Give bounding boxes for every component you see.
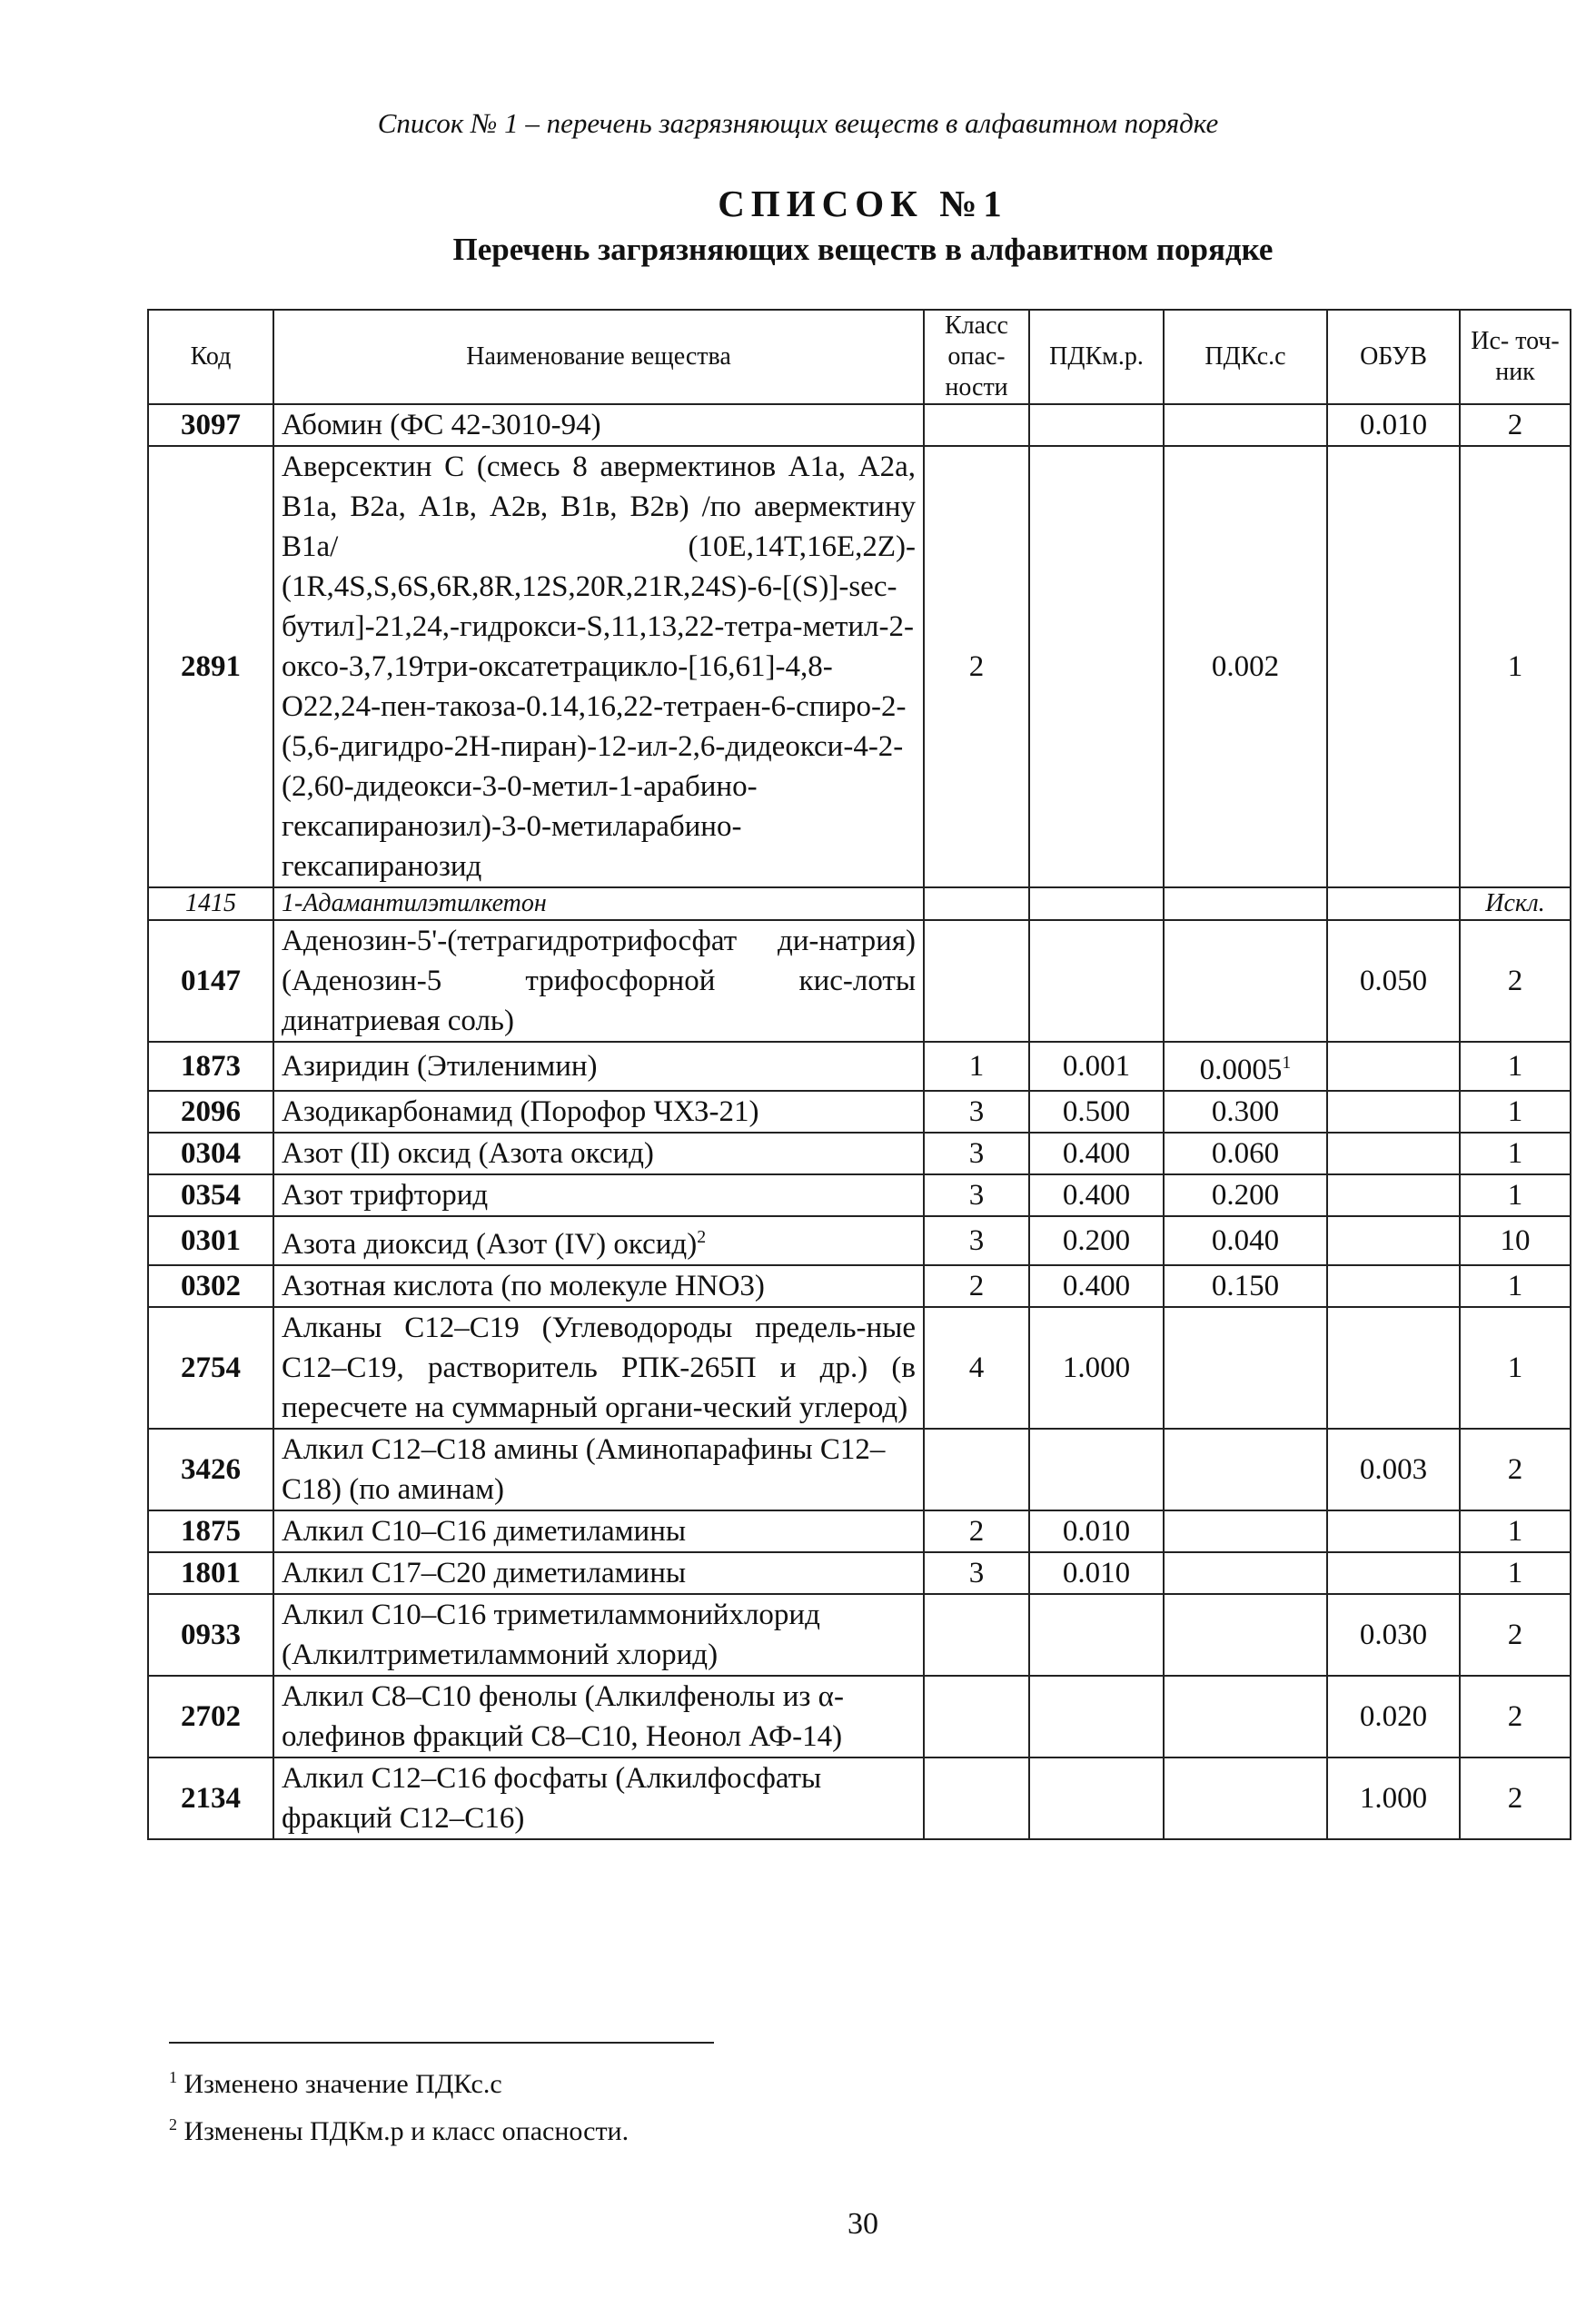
- table-header-row: [148, 310, 1571, 404]
- cell-pdk-mr: [1029, 446, 1164, 887]
- table-row: [148, 1216, 1571, 1265]
- cell-pdk-ss: [1164, 1594, 1327, 1676]
- footnote-divider: [169, 2042, 714, 2044]
- cell-hazard: 3: [924, 1216, 1029, 1265]
- table-row: [148, 446, 1571, 887]
- cell-pdk-ss: [1164, 404, 1327, 446]
- footnote-text: Изменены ПДКм.р и класс опасности.: [183, 2116, 629, 2146]
- cell-obuv: 0.030: [1327, 1594, 1460, 1676]
- cell-hazard: 3: [924, 1091, 1029, 1133]
- table-row: [148, 1676, 1571, 1757]
- footnotes: [169, 2057, 629, 2152]
- cell-hazard: 4: [924, 1307, 1029, 1429]
- cell-obuv: 0.020: [1327, 1676, 1460, 1757]
- cell-obuv: 1.000: [1327, 1757, 1460, 1839]
- cell-source: 1: [1460, 1510, 1571, 1552]
- cell-pdk-mr: [1029, 404, 1164, 446]
- cell-name: Аверсектин С (смесь 8 авермектинов А1а, А2а, В1а, В2а, А1в, А2в, В1в, В2в) /по авермектину В1а/ (10Е,14Т,16Е,2Z)-(1R,4S,S,6S,6R,8R,12S,20R,21R,24S)-6-[(S)]-sec-бутил]-21,24,-гидрокси-S,11,13,22-тетра-метил-2-оксо-3,7,19три-оксатетрацикло-[16,61]-4,8-O22,24-пен-такоза-0.14,16,22-тетраен-6-спиро-2-(5,6-дигидро-2Н-пиран)-12-ил-2,6-дидеокси-4-2-(2,60-дидеокси-3-0-метил-1-арабино-гексапиранозил)-3-0-метиларабино-гексапиранозид: [273, 446, 924, 887]
- cell-obuv: [1327, 1216, 1460, 1265]
- table-row: [148, 1552, 1571, 1594]
- cell-pdk-mr: 1.000: [1029, 1307, 1164, 1429]
- cell-name: [273, 1216, 924, 1265]
- cell-pdk-ss: [1164, 1307, 1327, 1429]
- cell-hazard: 1: [924, 1042, 1029, 1091]
- cell-source: 1: [1460, 1265, 1571, 1307]
- col-header-code: Код: [148, 310, 273, 404]
- cell-name: Алкил C10–C16 диметиламины: [273, 1510, 924, 1552]
- table-row: [148, 920, 1571, 1042]
- cell-name: Аденозин-5'-(тетрагидротрифосфат ди-натрия) (Аденозин-5 трифосфорной кис-лоты динатриевая соль): [273, 920, 924, 1042]
- cell-code: 0933: [148, 1594, 273, 1676]
- cell-pdk-ss: 0.060: [1164, 1133, 1327, 1174]
- table-row: [148, 1307, 1571, 1429]
- running-header: Список № 1 – перечень загрязняющих веществ в алфавитном порядке: [377, 107, 1219, 139]
- cell-code: 1873: [148, 1042, 273, 1091]
- cell-pdk-mr: 0.500: [1029, 1091, 1164, 1133]
- cell-name: 1-Адамантилэтилкетон: [273, 887, 924, 920]
- cell-code: 1801: [148, 1552, 273, 1594]
- cell-pdk-ss: [1164, 1042, 1327, 1091]
- table-row: [148, 1042, 1571, 1091]
- cell-pdk-mr: 0.400: [1029, 1265, 1164, 1307]
- page-number: 30: [848, 2207, 878, 2241]
- cell-hazard: [924, 1676, 1029, 1757]
- cell-pdk-ss: [1164, 1552, 1327, 1594]
- cell-source: 2: [1460, 404, 1571, 446]
- cell-code: 0304: [148, 1133, 273, 1174]
- cell-pdk-mr: 0.200: [1029, 1216, 1164, 1265]
- table-row: [148, 404, 1571, 446]
- cell-pdk-mr: [1029, 1757, 1164, 1839]
- substances-table: [147, 309, 1571, 1840]
- col-header-hazard-class: Класс опас- ности: [924, 310, 1029, 404]
- cell-code: 0147: [148, 920, 273, 1042]
- cell-code: 2134: [148, 1757, 273, 1839]
- cell-hazard: [924, 920, 1029, 1042]
- table-row: [148, 1757, 1571, 1839]
- col-header-obuv: ОБУВ: [1327, 310, 1460, 404]
- cell-hazard: 3: [924, 1552, 1029, 1594]
- list-subtitle: Перечень загрязняющих веществ в алфавитном порядке: [452, 232, 1274, 267]
- cell-name: Алканы C12–C19 (Углеводороды предель-ные C12–C19, растворитель РПК-265П и др.) (в пересчете на суммарный органи-ческий углерод): [273, 1307, 924, 1429]
- cell-obuv: [1327, 1042, 1460, 1091]
- cell-pdk-ss: 0.200: [1164, 1174, 1327, 1216]
- cell-hazard: 2: [924, 446, 1029, 887]
- col-header-pdk-mr: ПДКм.р.: [1029, 310, 1164, 404]
- cell-source: 1: [1460, 446, 1571, 887]
- col-header-name: Наименование вещества: [273, 310, 924, 404]
- cell-source: Искл.: [1460, 887, 1571, 920]
- footnote-ref: 1: [1282, 1053, 1292, 1073]
- footnote-mark: 2: [169, 2115, 177, 2134]
- col-header-pdk-ss: ПДКс.с: [1164, 310, 1327, 404]
- cell-source: 10: [1460, 1216, 1571, 1265]
- cell-hazard: 2: [924, 1510, 1029, 1552]
- cell-obuv: [1327, 1091, 1460, 1133]
- cell-pdk-ss: 0.300: [1164, 1091, 1327, 1133]
- cell-source: 1: [1460, 1174, 1571, 1216]
- cell-name: Алкил C17–C20 диметиламины: [273, 1552, 924, 1594]
- cell-pdk-ss: [1164, 1429, 1327, 1510]
- cell-pdk-mr: [1029, 920, 1164, 1042]
- cell-hazard: 2: [924, 1265, 1029, 1307]
- cell-pdk-ss: 0.040: [1164, 1216, 1327, 1265]
- cell-pdk-mr: [1029, 1676, 1164, 1757]
- cell-source: 2: [1460, 1594, 1571, 1676]
- cell-code: 2702: [148, 1676, 273, 1757]
- cell-obuv: [1327, 1307, 1460, 1429]
- cell-source: 1: [1460, 1552, 1571, 1594]
- cell-name: Азотная кислота (по молекуле HNO3): [273, 1265, 924, 1307]
- cell-name: Абомин (ФС 42-3010-94): [273, 404, 924, 446]
- cell-name: Азодикарбонамид (Порофор ЧХЗ-21): [273, 1091, 924, 1133]
- cell-pdk-ss: [1164, 920, 1327, 1042]
- cell-pdk-ss: [1164, 1510, 1327, 1552]
- cell-obuv: [1327, 1552, 1460, 1594]
- cell-code: 2891: [148, 446, 273, 887]
- cell-pdk-mr: 0.001: [1029, 1042, 1164, 1091]
- cell-pdk-mr: 0.400: [1029, 1133, 1164, 1174]
- cell-name: Алкил C12–C18 амины (Аминопарафины C12–C18) (по аминам): [273, 1429, 924, 1510]
- cell-pdk-mr: 0.400: [1029, 1174, 1164, 1216]
- cell-code: 2096: [148, 1091, 273, 1133]
- cell-hazard: 3: [924, 1174, 1029, 1216]
- cell-pdk-mr: 0.010: [1029, 1552, 1164, 1594]
- cell-pdk-mr: [1029, 1594, 1164, 1676]
- cell-name: Азот трифторид: [273, 1174, 924, 1216]
- cell-hazard: 3: [924, 1133, 1029, 1174]
- cell-code: 3426: [148, 1429, 273, 1510]
- cell-source: 1: [1460, 1042, 1571, 1091]
- cell-source: 1: [1460, 1133, 1571, 1174]
- table-row: [148, 1265, 1571, 1307]
- cell-obuv: [1327, 1265, 1460, 1307]
- cell-name: Азиридин (Этиленимин): [273, 1042, 924, 1091]
- table-row: [148, 1510, 1571, 1552]
- cell-obuv: [1327, 1174, 1460, 1216]
- cell-source: 1: [1460, 1091, 1571, 1133]
- cell-obuv: 0.010: [1327, 404, 1460, 446]
- cell-code: 2754: [148, 1307, 273, 1429]
- cell-code: 0301: [148, 1216, 273, 1265]
- table-row-excluded: [148, 887, 1571, 920]
- cell-pdk-mr: 0.010: [1029, 1510, 1164, 1552]
- footnote-mark: 1: [169, 2068, 177, 2086]
- cell-obuv: [1327, 887, 1460, 920]
- footnote-text: Изменено значение ПДКс.с: [183, 2069, 502, 2099]
- cell-obuv: 0.003: [1327, 1429, 1460, 1510]
- cell-pdk-ss: 0.150: [1164, 1265, 1327, 1307]
- cell-pdk-mr: [1029, 1429, 1164, 1510]
- cell-pdk-ss: 0.002: [1164, 446, 1327, 887]
- cell-code: 0354: [148, 1174, 273, 1216]
- cell-obuv: [1327, 1510, 1460, 1552]
- cell-source: 2: [1460, 1676, 1571, 1757]
- cell-obuv: 0.050: [1327, 920, 1460, 1042]
- col-header-source: Ис- точ- ник: [1460, 310, 1571, 404]
- substance-name: Азота диоксид (Азот (IV) оксид): [282, 1228, 698, 1261]
- cell-obuv: [1327, 446, 1460, 887]
- cell-hazard: [924, 1757, 1029, 1839]
- cell-source: 2: [1460, 1757, 1571, 1839]
- cell-pdk-ss: [1164, 887, 1327, 920]
- cell-hazard: [924, 1594, 1029, 1676]
- cell-hazard: [924, 1429, 1029, 1510]
- pdk-ss-value: 0.0005: [1199, 1054, 1283, 1086]
- cell-hazard: [924, 887, 1029, 920]
- cell-pdk-mr: [1029, 887, 1164, 920]
- footnote-ref: 2: [697, 1227, 707, 1247]
- cell-source: 2: [1460, 1429, 1571, 1510]
- cell-code: 3097: [148, 404, 273, 446]
- footnote-2: [169, 2104, 629, 2152]
- cell-source: 2: [1460, 920, 1571, 1042]
- cell-source: 1: [1460, 1307, 1571, 1429]
- cell-name: Алкил C8–C10 фенолы (Алкилфенолы из α-олефинов фракций C8–C10, Неонол АФ-14): [273, 1676, 924, 1757]
- cell-code: 1875: [148, 1510, 273, 1552]
- footnote-1: [169, 2057, 629, 2104]
- cell-name: Азот (II) оксид (Азота оксид): [273, 1133, 924, 1174]
- cell-name: Алкил C10–C16 триметиламмонийхлорид (Алкилтриметиламмоний хлорид): [273, 1594, 924, 1676]
- cell-obuv: [1327, 1133, 1460, 1174]
- table-row: [148, 1429, 1571, 1510]
- table-row: [148, 1133, 1571, 1174]
- cell-code: 0302: [148, 1265, 273, 1307]
- cell-code: 1415: [148, 887, 273, 920]
- list-title: СПИСОК №1: [718, 183, 1008, 224]
- cell-pdk-ss: [1164, 1676, 1327, 1757]
- cell-hazard: [924, 404, 1029, 446]
- cell-name: Алкил C12–C16 фосфаты (Алкилфосфаты фракций C12–C16): [273, 1757, 924, 1839]
- cell-pdk-ss: [1164, 1757, 1327, 1839]
- table-row: [148, 1174, 1571, 1216]
- table-row: [148, 1091, 1571, 1133]
- table-row: [148, 1594, 1571, 1676]
